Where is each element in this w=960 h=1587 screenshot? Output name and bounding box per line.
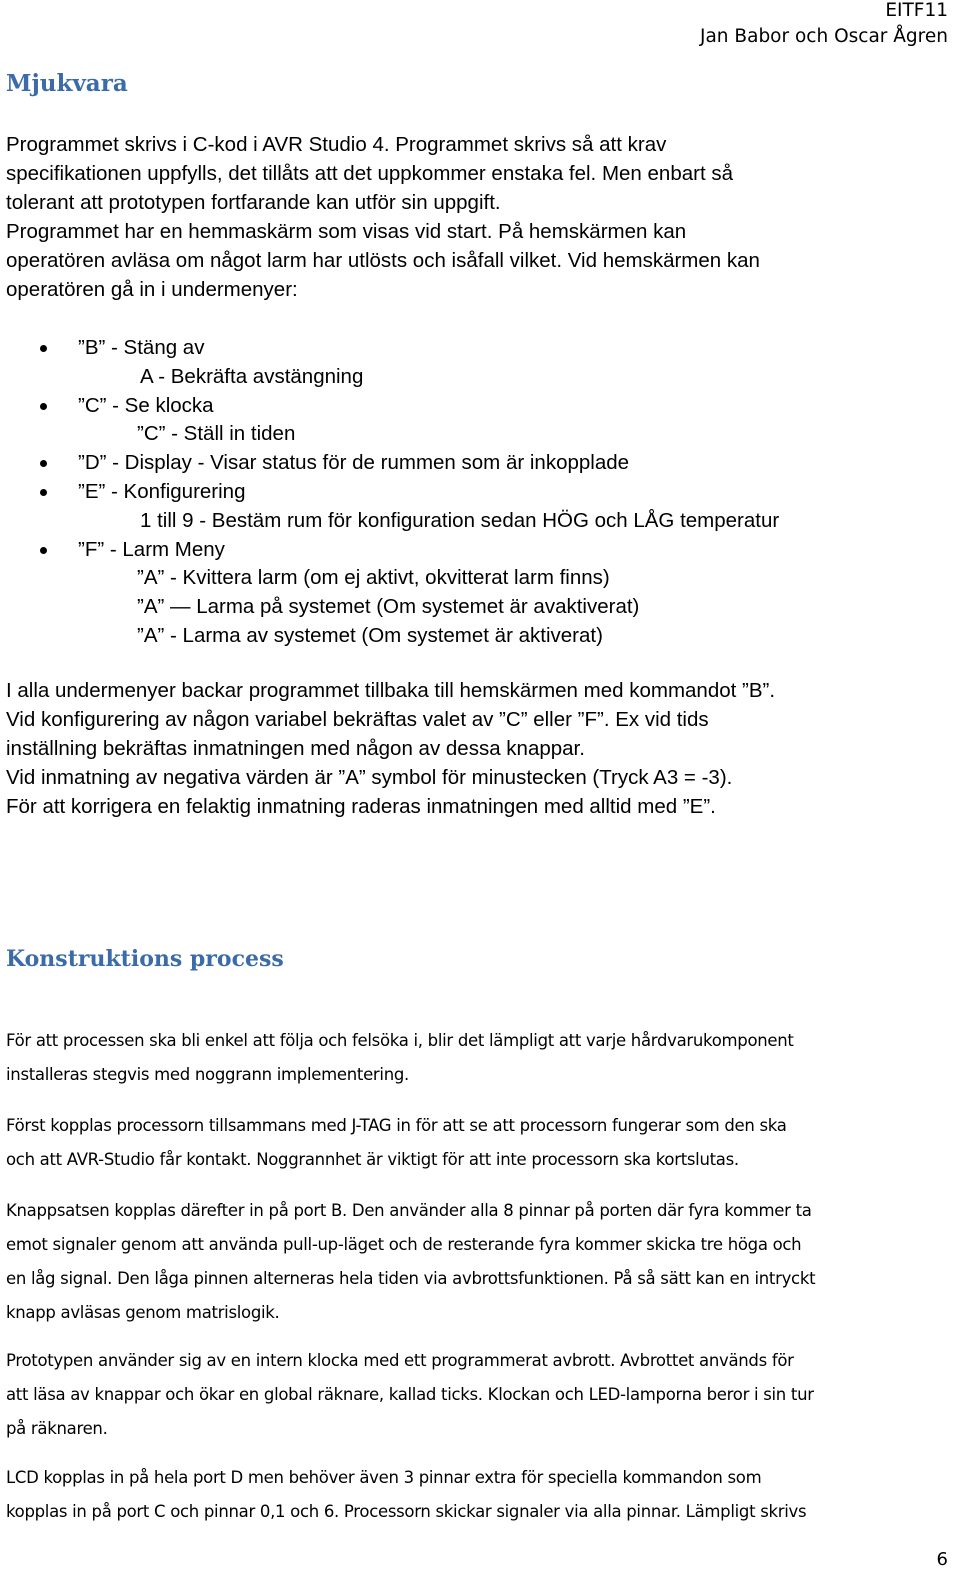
bullet-icon xyxy=(40,403,47,410)
body-paragraph: Knappsatsen kopplas därefter in på port B. Den använder alla 8 pinnar på porten där fyra kommer ta emot signaler genom att använda pull-up-läget och de resterande fyra kommer skicka tre höga och en låg signal. Den låga pinnen alterneras hela tiden via avbrottsfunktionen. På så sätt kan en intryckt knapp avläsas genom matrislogik. xyxy=(6,1201,816,1322)
list-subitem: ”C” - Ställ in tiden xyxy=(137,422,296,446)
bullet-icon xyxy=(40,460,47,467)
intro-line: operatören gå in i undermenyer: xyxy=(6,278,298,301)
list-item: ”F” - Larm Meny xyxy=(0,535,960,564)
outro-paragraph xyxy=(6,676,954,821)
list-subitem: 1 till 9 - Bestäm rum för konfiguration sedan HÖG och LÅG temperatur xyxy=(140,508,780,532)
intro-line: Programmet skrivs i C-kod i AVR Studio 4. Programmet skrivs så att krav xyxy=(6,133,667,156)
section-heading-mjukvara: Mjukvara xyxy=(6,70,128,97)
outro-line: För att korrigera en felaktig inmatning raderas inmatningen med alltid med ”E”. xyxy=(6,795,716,818)
body-paragraph: För att processen ska bli enkel att följa och felsöka i, blir det lämpligt att varje hårdvarukomponent installeras stegvis med noggrann implementering. xyxy=(6,1031,794,1084)
body-paragraph: Först kopplas processorn tillsammans med J-TAG in för att se att processorn fungerar som den ska och att AVR-Studio får kontakt. Noggrannhet är viktigt för att inte processorn ska kortslutas. xyxy=(6,1116,787,1169)
page-number: 6 xyxy=(936,1549,948,1570)
intro-line: specifikationen uppfylls, det tillåts att det uppkommer enstaka fel. Men enbart så xyxy=(6,162,733,185)
bullet-icon xyxy=(40,547,47,554)
intro-line: Programmet har en hemmaskärm som visas vid start. På hemskärmen kan xyxy=(6,220,687,243)
intro-paragraph xyxy=(6,130,954,304)
outro-line: inställning bekräftas inmatningen med någon av dessa knappar. xyxy=(6,737,585,760)
body-paragraph: Prototypen använder sig av en intern klocka med ett programmerat avbrott. Avbrottet används för att läsa av knappar och ökar en global räknare, kallad ticks. Klockan och LED-lamporna beror i sin tur på räknaren. xyxy=(6,1351,814,1438)
list-subitem: ”A” - Larma av systemet (Om systemet är aktiverat) xyxy=(137,623,603,647)
list-item: ”E” - Konfigurering xyxy=(0,477,960,506)
list-subitem: ”A” — Larma på systemet (Om systemet är avaktiverat) xyxy=(137,595,640,619)
submenu-list xyxy=(0,333,960,650)
body-paragraph: LCD kopplas in på hela port D men behöver även 3 pinnar extra för speciella kommandon som kopplas in på port C och pinnar 0,1 och 6. Processorn skickar signaler via alla pinnar. Lämpligt skrivs xyxy=(6,1468,807,1521)
list-subitem: ”A” - Kvittera larm (om ej aktivt, okvitterat larm finns) xyxy=(137,566,610,590)
bullet-icon xyxy=(40,345,47,352)
intro-line: operatören avläsa om något larm har utlösts och isåfall vilket. Vid hemskärmen kan xyxy=(6,249,760,272)
list-item: ”D” - Display - Visar status för de rummen som är inkopplade xyxy=(0,448,960,477)
list-item: ”C” - Se klocka xyxy=(0,391,960,420)
header-course: EITF11 xyxy=(885,0,948,21)
outro-line: Vid konfigurering av någon variabel bekräftas valet av ”C” eller ”F”. Ex vid tids xyxy=(6,708,709,731)
bullet-icon xyxy=(40,489,47,496)
intro-line: tolerant att prototypen fortfarande kan utför sin uppgift. xyxy=(6,191,501,214)
header-authors: Jan Babor och Oscar Ågren xyxy=(700,26,948,47)
list-subitem: A - Bekräfta avstängning xyxy=(140,364,364,388)
outro-line: Vid inmatning av negativa värden är ”A” symbol för minustecken (Tryck A3 = -3). xyxy=(6,766,733,789)
list-item: ”B” - Stäng av xyxy=(0,333,960,362)
section-heading-konstruktions-process: Konstruktions process xyxy=(6,946,284,972)
outro-line: I alla undermenyer backar programmet tillbaka till hemskärmen med kommandot ”B”. xyxy=(6,679,776,702)
